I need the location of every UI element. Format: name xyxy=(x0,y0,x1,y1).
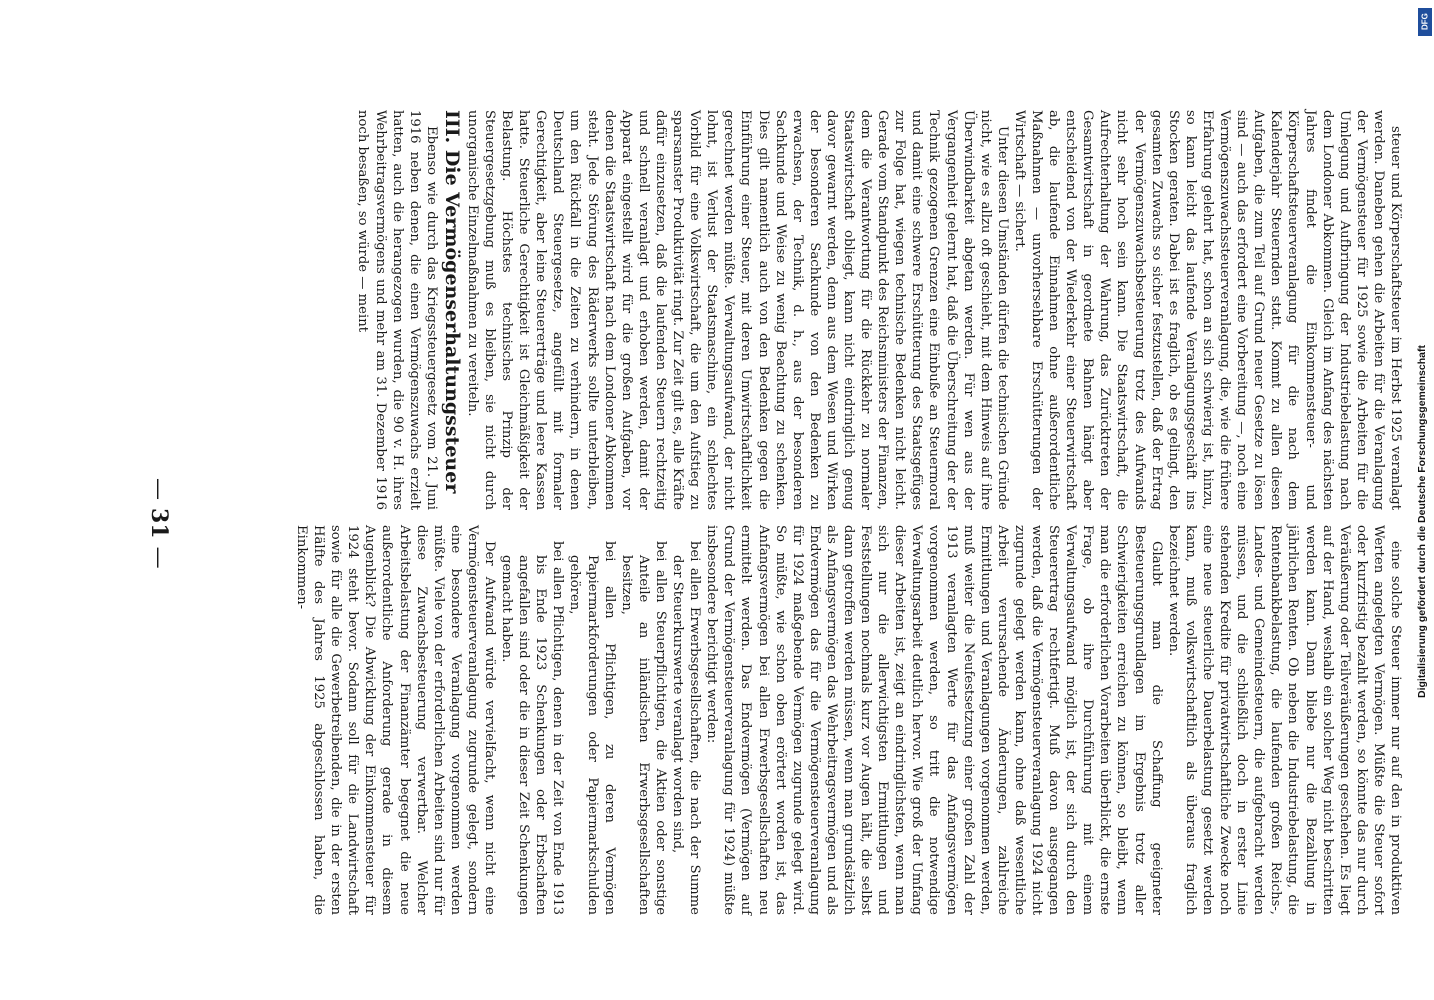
text-column-left xyxy=(293,525,1404,915)
paragraph: Der Aufwand würde vervielfacht, wenn nicht eine Vermögensteuerveranlagung zugrunde gelegt, sondern eine besondere Veranlagung vorgenommen werden müßte. Viele von der erforderlichen Arbeiten sind nur für diese Zuwachsbesteuerung verwertbar. Welcher Arbeitsbelastung der Finanzämter begegnet die neue außerordentliche Anforderung gerade in diesem Augenblick? Die Abwicklung der Einkommensteuer für 1924 steht bevor. Sodann soll für die Landwirtschaft sowie für alle die Gewerbetreibenden, die in der ersten Hälfte des Jahres 1925 abgeschlossen haben, die Einkommen- xyxy=(294,525,498,915)
page-number-value: 31 xyxy=(146,508,172,539)
text-column-right xyxy=(354,110,1404,510)
digitization-credit xyxy=(1402,30,1428,970)
paragraph: steuer und Körperschaftsteuer im Herbst 1925 veranlagt werden. Daneben gehen die Arbeiten für die Veranlagung der Vermögensteuer für 1925 sowie die Arbeiten für die Umlegung und Aufbringung der Industriebelastung nach dem Londoner Abkommen. Gleich im Anfang des nächsten Jahres findet die Einkommensteuer- und Körperschaftsteuerveranlagung für die nach dem Kalenderjahr Steuernden statt. Kommt zu allen diesen Aufgaben, die zum Teil auf Grund neuer Gesetze zu lösen sind — auch das erfordert eine Vorbereitung —, noch eine Vermögenszuwachssteuerveranlagung, die, wie die frühere Erfahrung gelehrt hat, schon an sich schwierig ist, hinzu, so kann leicht das laufende Veranlagungsgeschäft ins Stocken geraten. Dabei ist es fraglich, ob es gelingt, den gesamten Zuwachs so sicher festzustellen, daß der Ertrag der Vermögenszuwachsbesteuerung trotz des Aufwands nicht sehr hoch sein kann. Die Staatswirtschaft, die Aufrechterhaltung der Wahrung, das Zurücktreten der Gesamtwirtschaft in geordnete Bahnen hängt aber entscheidend von der Wiederkehr einer Steuerwirtschaft ab, die laufende Einnahmen ohne außerordentliche Maßnahmen — unvorhersehbare Erschütterungen der Wirtschaft — sichert. xyxy=(1011,110,1403,510)
credit-text: Digitalisierung gefördert durch die Deutsche Forschungsgemeinschaft xyxy=(1416,345,1428,698)
list-item: bei allen Steuerpflichtigen, die Aktien oder sonstige Anteile an inländischen Erwerbsgesellschaften besitzen, xyxy=(618,541,668,915)
list-item: bei allen Erwerbsgesellschaften, die nach der Summe der Steuerkurswerte veranlagt worden sind, xyxy=(670,541,703,915)
list-item: bei allen Pflichtigen, denen in der Zeit von Ende 1913 bis Ende 1923 Schenkungen oder Erbschaften angefallen sind oder die in dieser Zeit Schenkungen gemacht haben. xyxy=(499,541,566,915)
correction-list xyxy=(498,525,703,915)
dfg-logo: DFG xyxy=(1418,8,1432,36)
paragraph: eine solche Steuer immer nur auf den in produktiven Werten angelegten Vermögen. Müßte die Steuer sofort oder kurzfristig bezahlt werden, so könnte das nur durch Veräußerung oder Teilveräußerungen geschehen. Es liegt auf der Hand, weshalb ein solcher Weg nicht beschritten werden kann. Dann bliebe nur die Bezahlung in jährlichen Renten. Ob neben die Industriebelastung, die Rentenbankbelastung, die laufenden großen Reichs-, Landes- und Gemeindesteuern, die aufgebracht werden müssen, und die schließlich doch in erster Linie stehenden Kredite für privatwirtschaftliche Zwecke noch eine neue steuerliche Dauerbelastung gesetzt werden kann, muß volkswirtschaftlich als überaus fraglich bezeichnet werden. xyxy=(1165,525,1403,915)
list-item: bei allen Pflichtigen, zu deren Vermögen Papiermarkforderungen oder Papiermarkschulden gehören, xyxy=(567,541,617,915)
paragraph: Unter diesen Umständen dürfen die technischen Gründe nicht, wie es allzu oft geschieht, mit dem Hinweis auf ihre Überwindbarkeit abgetan werden. Für wen aus der Vergangenheit gelernt hat, daß die Überschreitung der der Technik gezogenen Grenzen eine Einbuße an Steuermoral und damit eine schwere Erschütterung des Staatsgefüges zur Folge hat, wiegen technische Bedenken nicht leicht. Gerade vom Standpunkt des Reichsministers der Finanzen, dem die Verantwortung für die Rückkehr zu normaler Staatswirtschaft obliegt, kann nicht eindringlich genug davor gewarnt werden, denn aus dem Wesen und Wirken der besonderen Sachkunde von den Bedenken zu erwachsen, der Technik, d. h., aus der besonderen Sachkunde und Weise zu wenig Beachtung zu schenken. Dies gilt namentlich auch von den Bedenken gegen die Einführung einer Steuer, mit deren Umwirtschaftlichkeit gerechnet werden müßte. Verwaltungsaufwand, der nicht lohnt, ist Verlust der Staatsmaschine, ein schlechtes Vorbild für eine Volkswirtschaft, die um den Aufstieg zu sparsamster Produktivität ringt. Zur Zeit gilt es, alle Kräfte dafür einzusetzen, daß die laufenden Steuern rechtzeitig und schnell veranlagt und erhoben werden, damit der Apparat eingestellt wird für die großen Aufgaben, vor denen die Staatswirtschaft nach dem Londoner Abkommen steht. Jede Störung des Räderwerks sollte unterbleiben, um den Rückfall in die Zeiten zu verhindern, in denen Deutschland Steuergesetze, angefüllt mit formaler Gerechtigkeit, aber leine Steuererträge und leere Kassen hatte. Steuerliche Gerechtigkeit ist Gleichmäßigkeit der Belastung. Höchstes technisches Prinzip der Steuergesetzgebung muß es bleiben, sie nicht durch unorganische Einzelmaßnahmen zu vereiteln. xyxy=(464,110,1010,510)
section-heading: III. Die Vermögenserhaltungssteuer xyxy=(440,110,463,494)
paragraph: Ebenso wie durch das Kriegssteuergesetz vom 21. Juni 1916 neben denen, die einen Vermögenszuwachs erzielt hatten, auch die herangezogen wurden, die 90 v. H. ihres Wehrbeitragsvermögens und mehr am 31. Dezember 1916 noch besaßen, so würde — meint xyxy=(355,110,439,510)
page-number: —31— xyxy=(146,478,172,569)
paragraph: Glaubt man die Schaffung geeigneter Besteuerungsgrundlagen im Ergebnis trotz aller Schwierigkeiten erreichen zu können, so bleibt, wenn man die erforderlichen Vorarbeiten überblickt, die ernste Frage, ob ihre Durchführung mit einem Verwaltungsaufwand möglich ist, der sich durch den Steuerertrag rechtfertigt. Muß davon ausgegangen werden, daß die Vermögensteuerveranlagung 1924 nicht zugrunde gelegt werden kann, ohne daß wesentliche Arbeit verursachende Änderungen, zahlreiche Ermittlungen und Veranlagungen vorgenommen werden, muß weiter die Neufestsetzung einer großen Zahl der 1913 veranlagten Werte für das Anfangsvermögen vorgenommen werden, so tritt die notwendige Verwaltungsarbeit deutlich hervor. Wie groß der Umfang dieser Arbeiten ist, zeigt an eindringlichsten, wenn man sich nur die allerwichtigsten Ermittlungen und Feststellungen nochmals kurz vor Augen hält, die selbst dann getroffen werden müssen, wenn man grundsätzlich als Anfangsvermögen das Wehrbeitragsvermögen und als Endvermögen das für die Vermögensteuerveranlagung für 1924 maßgebende Vermögen zugrunde gelegt wird. So müßte, wie schon oben erörtert worden ist, das Anfangsvermögen bei allen Erwerbsgesellschaften neu ermittelt werden. Das Endvermögen (Vermögen auf Grund der Vermögensteuerveranlagung für 1924) müßte insbesondere berichtigt werden: xyxy=(704,525,1164,915)
